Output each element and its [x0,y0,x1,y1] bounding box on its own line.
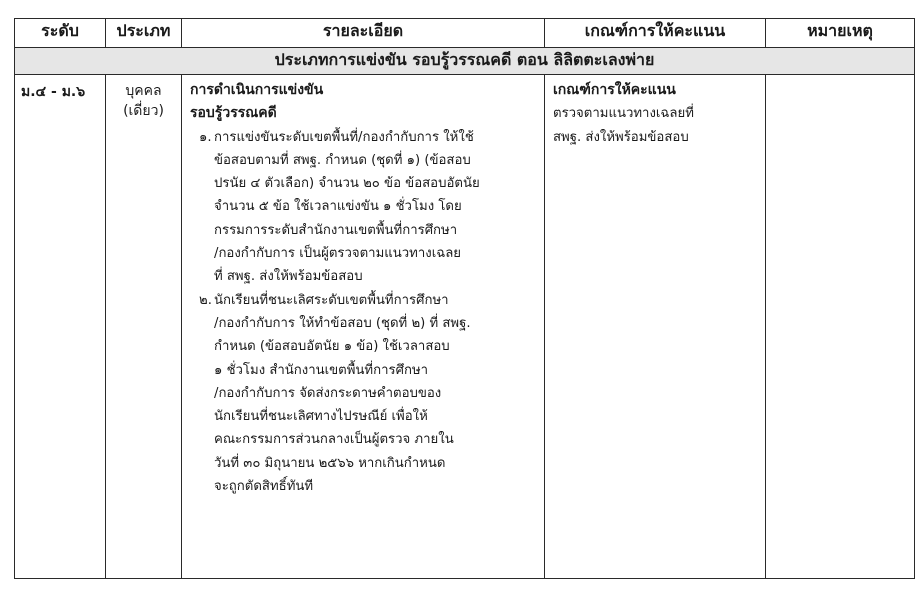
level-cell: ม.๔ - ม.๖ [15,75,106,579]
details-item-2-line [190,405,544,428]
type-cell [106,75,182,579]
details-item-2 [190,289,544,312]
details-item-2-line [190,475,544,498]
item-line: วันที่ ๓๐ มิถุนายน ๒๕๖๖ หากเกินกำหนด [214,455,446,471]
item-line: นักเรียนที่ชนะเลิศระดับเขตพื้นที่การศึกษา [214,292,449,308]
category-row [15,48,915,75]
details-item-1-line [190,195,544,218]
header-criteria: เกณฑ์การให้คะแนน [545,19,766,48]
details-item-1-line [190,172,544,195]
details-item-2-line [190,359,544,382]
item-line: กำหนด (ข้อสอบอัตนัย ๑ ข้อ) ใช้เวลาสอบ [214,339,450,355]
type-line: บุคคล [125,83,162,99]
header-details: รายละเอียด [182,19,545,48]
item-line: การแข่งขันระดับเขตพื้นที่/กองกำกับการ ให้ใช้ [214,129,474,145]
details-cell [182,75,545,579]
type-line: (เดี่ยว) [123,103,164,119]
item-line: นักเรียนที่ชนะเลิศทางไปรษณีย์ เพื่อให้ [214,409,428,425]
details-item-2-line [190,335,544,358]
item-line: /กองกำกับการ จัดส่งกระดาษคำตอบของ [214,385,442,401]
item-line: ที่ สพฐ. ส่งให้พร้อมข้อสอบ [214,269,363,285]
details-item-2-line [190,452,544,475]
item-line: /กองกำกับการ ให้ทำข้อสอบ (ชุดที่ ๒) ที่ สพฐ. [214,315,471,331]
details-item-1-line [190,242,544,265]
header-level: ระดับ [15,19,106,48]
item-line: ข้อสอบตามที่ สพฐ. กำหนด (ชุดที่ ๑) (ข้อสอบ [214,152,471,168]
item-line: ๑ ชั่วโมง สำนักงานเขตพื้นที่การศึกษา [214,362,429,378]
details-item-2-line [190,312,544,335]
item-line: จะถูกตัดสิทธิ์ทันที [214,479,314,495]
item-line: จำนวน ๕ ข้อ ใช้เวลาแข่งขัน ๑ ชั่วโมง โดย [214,199,462,215]
item-line: คณะกรรมการส่วนกลางเป็นผู้ตรวจ ภายใน [214,432,454,448]
item-number: ๒. [199,292,212,308]
item-line: /กองกำกับการ เป็นผู้ตรวจตามแนวทางเฉลย [214,246,462,262]
competition-table [14,18,915,579]
details-item-2-line [190,382,544,405]
category-title: ประเภทการแข่งขัน รอบรู้วรรณคดี ตอน ลิลิตตะเลงพ่าย [15,48,915,75]
details-item-1-line [190,265,544,288]
item-line: ปรนัย ๔ ตัวเลือก) จำนวน ๒๐ ข้อ ข้อสอบอัตนัย [214,176,480,192]
remark-cell [766,75,915,579]
table-row [15,75,915,579]
item-number: ๑. [199,129,212,145]
table-header-row [15,19,915,48]
criteria-line: สพฐ. ส่งให้พร้อมข้อสอบ [553,129,689,145]
criteria-heading: เกณฑ์การให้คะแนน [553,82,676,98]
header-type: ประเภท [106,19,182,48]
item-line: กรรมการระดับสำนักงานเขตพื้นที่การศึกษา [214,222,458,238]
details-item-1-line [190,149,544,172]
header-remark: หมายเหตุ [766,19,915,48]
details-item-1-line [190,219,544,242]
details-heading: การดำเนินการแข่งขัน [190,82,324,98]
details-item-2-line [190,428,544,451]
details-subheading: รอบรู้วรรณคดี [190,105,277,122]
criteria-line: ตรวจตามแนวทางเฉลยที่ [553,106,694,122]
details-item-1 [190,126,544,149]
criteria-cell [545,75,766,579]
